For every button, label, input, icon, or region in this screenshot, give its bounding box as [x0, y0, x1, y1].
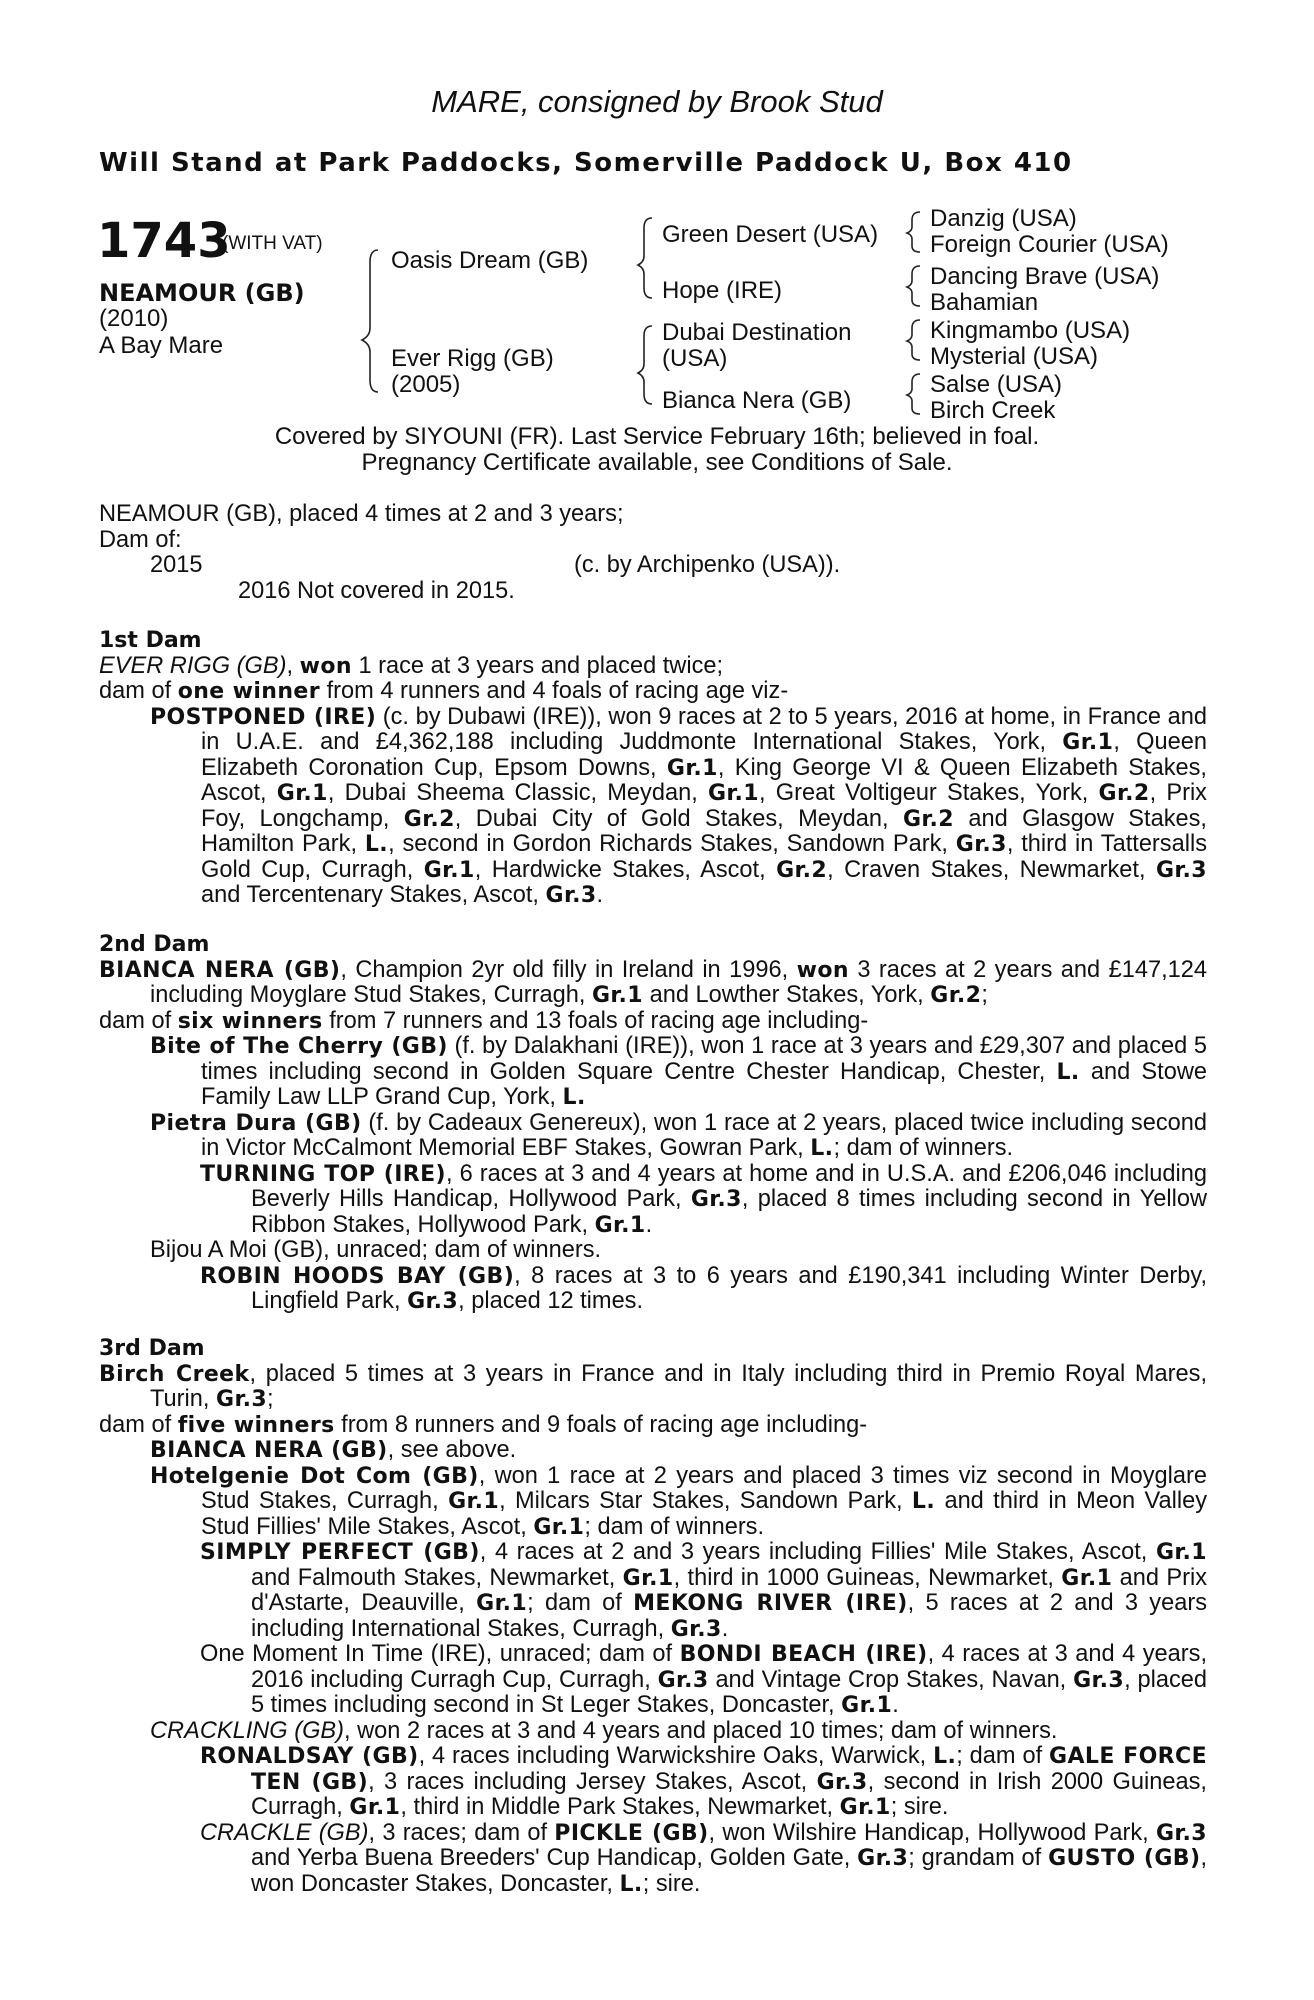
produce-intro: NEAMOUR (GB), placed 4 times at 2 and 3 years; [99, 501, 624, 527]
grade: Gr.3 [670, 1616, 722, 1642]
second-dam-heading: 2nd Dam [99, 932, 210, 957]
text: , 5 races at 2 and 3 years including International Stakes, Curragh, [251, 1590, 1207, 1642]
text: , placed 12 times. [458, 1288, 644, 1314]
hotelgenie-entry [99, 1464, 1207, 1541]
text: ; [267, 1386, 274, 1412]
ronaldsay-entry [99, 1744, 1207, 1821]
horse-description: A Bay Mare [99, 332, 224, 359]
bijou-a-moi-entry [99, 1238, 1207, 1264]
text: dam of [99, 1411, 178, 1438]
grade: Gr.1 [1155, 1540, 1207, 1565]
text-bold: six winners [177, 1008, 323, 1034]
text: , placed 5 times at 3 years in France and in Italy including third in Premio Royal Mares, Turin, [150, 1360, 1207, 1412]
text: , second in Irish 2000 Guineas, Curragh, [251, 1768, 1207, 1820]
grade: Gr.2 [1098, 781, 1150, 806]
horse-name-bold: PICKLE (GB) [554, 1820, 709, 1846]
text: ; dam of [956, 1743, 1050, 1769]
first-dam-name: EVER RIGG (GB) [99, 652, 287, 679]
horse-name-bold: Hotelgenie Dot Com (GB) [150, 1463, 479, 1489]
horse-name-bold: Bite of The Cherry (GB) [150, 1034, 448, 1059]
text: dam of [99, 1007, 178, 1034]
grade: Gr.1 [423, 857, 475, 883]
text: (f. by Dalakhani (IRE)), won 1 race at 3 years and £29,307 and placed 5 times including second in Golden Square Centre Chester Handicap, Chester, [201, 1033, 1207, 1085]
grade: Gr.1 [841, 1693, 893, 1718]
text: , placed 8 times including second in Yellow Ribbon Stakes, Hollywood Park, [251, 1186, 1207, 1238]
text: , second in Gordon Richards Stakes, Sandown Park, [388, 831, 956, 857]
ped-sire-dam: Hope (IRE) [662, 277, 783, 304]
produce-damof: Dam of: [99, 527, 182, 553]
text: , 4 races including Warwickshire Oaks, Warwick, [418, 1743, 934, 1769]
postponed-name: POSTPONED (IRE) [150, 704, 377, 730]
bianca-nera-ref-entry [99, 1438, 1207, 1464]
horse-name-bold: TURNING TOP (IRE) [200, 1161, 447, 1187]
page-title: MARE, consigned by Brook Stud [431, 84, 883, 119]
grade: Gr.1 [1062, 730, 1114, 755]
grade: L. [1056, 1059, 1080, 1085]
grade: L. [364, 832, 389, 857]
grade: Gr.1 [839, 1795, 891, 1820]
text: , see above. [387, 1437, 517, 1463]
grade: Gr.3 [690, 1187, 742, 1212]
horse-name-italic: CRACKLE (GB) [200, 1819, 369, 1846]
grade: L. [562, 1085, 586, 1110]
text: and Glasgow Stakes, Hamilton Park, [201, 805, 1207, 857]
text: , Dubai City of Gold Stakes, Meydan, [454, 805, 903, 832]
bracket-ss [907, 212, 920, 252]
ped-sds: Dancing Brave (USA) [930, 263, 1160, 290]
bracket-gen1 [362, 250, 378, 392]
text: , third in 1000 Guineas, Newmarket, [673, 1564, 1062, 1591]
produce-2015-note: (c. by Archipenko (USA)). [574, 552, 841, 578]
text: (c. by Dubawi (IRE)), won 9 races at 2 to 5 years, 2016 at home, in France and in U.A.E. and £4,362,188 including Juddmonte International Stakes, York, [201, 703, 1207, 755]
text: ; dam of winners. [833, 1135, 1014, 1161]
grade: Gr.3 [1073, 1667, 1125, 1693]
stand-location: Will Stand at Park Paddocks, Somerville Paddock U, Box 410 [99, 148, 1073, 178]
lot-number: 1743 [97, 213, 231, 269]
grade: Gr.3 [545, 883, 597, 908]
text: from 8 runners and 9 foals of racing age including- [334, 1411, 868, 1438]
text: , Hardwicke Stakes, Ascot, [474, 856, 777, 883]
grade: Gr.3 [1155, 1820, 1208, 1846]
horse-name-bold: MEKONG RIVER (IRE) [633, 1591, 908, 1616]
text: , won Wilshire Handicap, Hollywood Park, [708, 1819, 1156, 1846]
text: . [596, 882, 604, 908]
grade: L. [911, 1489, 936, 1514]
text: , King George VI & Queen Elizabeth Stakes, Ascot, [201, 754, 1207, 806]
horse-name-bold: BIANCA NERA (GB) [150, 1438, 388, 1463]
text: and third in Meon Valley Stud Fillies' Mile Stakes, Ascot, [201, 1488, 1207, 1540]
birch-creek-name: Birch Creek [99, 1361, 250, 1387]
text: , placed 5 times including second in St Leger Stakes, Doncaster, [251, 1666, 1208, 1718]
produce-2015: 2015 [150, 552, 203, 578]
horse-year: (2010) [99, 305, 169, 332]
grade: Gr.3 [816, 1769, 868, 1795]
text: , Milcars Star Stakes, Sandown Park, [499, 1488, 912, 1514]
ped-dsd: Mysterial (USA) [930, 343, 1099, 370]
text: ; dam of [527, 1590, 634, 1616]
one-moment-in-time-entry [99, 1642, 1207, 1719]
bracket-dam [638, 326, 652, 404]
pedigree-brackets [0, 0, 1314, 430]
grade: Gr.3 [955, 832, 1007, 857]
grade: L. [810, 1136, 834, 1161]
text: , 8 races at 3 to 6 years and £190,341 including Winter Derby, Lingfield Park, [251, 1262, 1208, 1314]
text: , Craven Stakes, Newmarket, [827, 856, 1156, 883]
grade: Gr.1 [276, 781, 328, 806]
ped-dds: Salse (USA) [930, 371, 1063, 398]
crackling-entry [99, 1719, 1207, 1745]
ped-dss: Kingmambo (USA) [930, 317, 1131, 344]
text: ; grandam of [908, 1845, 1049, 1871]
text: 1 race at 3 years and placed twice; [351, 652, 724, 679]
horse-name-bold: GALE FORCE TEN (GB) [251, 1744, 1207, 1795]
horse-name-italic: CRACKLING (GB) [150, 1717, 345, 1744]
text: ; sire. [890, 1794, 949, 1820]
grade: Gr.2 [930, 983, 982, 1008]
grade: Gr.3 [1155, 857, 1207, 883]
grade: Gr.3 [857, 1846, 909, 1871]
grade: Gr.1 [1061, 1565, 1113, 1591]
text: and Yerba Buena Breeders' Cup Handicap, Golden Gate, [251, 1845, 858, 1871]
covered-line2: Pregnancy Certificate available, see Conditions of Sale. [361, 449, 953, 476]
turning-top-entry [99, 1162, 1207, 1239]
crackle-entry [99, 1821, 1207, 1898]
text: , Champion 2yr old filly in Ireland in 1996, [340, 956, 797, 983]
text: and Vintage Crop Stakes, Navan, [708, 1666, 1074, 1693]
text: from 4 runners and 4 foals of racing age viz- [320, 678, 789, 704]
text-bold: won [299, 653, 352, 679]
text: , 4 races at 3 and 4 years, 2016 including Curragh Cup, Curragh, [251, 1641, 1208, 1693]
third-dam-heading: 3rd Dam [99, 1336, 205, 1361]
text-bold: five winners [177, 1412, 335, 1438]
text: , won 2 races at 3 and 4 years and placed 10 times; dam of winners. [344, 1717, 1058, 1744]
text: and Prix d'Astarte, Deauville, [251, 1564, 1207, 1616]
ped-dam-sire: Dubai Destination [662, 319, 852, 346]
text-bold: one winner [177, 679, 321, 704]
text: dam of [99, 678, 178, 704]
text: , 4 races at 2 and 3 years including Fillies' Mile Stakes, Ascot, [479, 1539, 1156, 1565]
text: from 7 runners and 13 foals of racing age including- [322, 1007, 869, 1034]
text: and Falmouth Stakes, Newmarket, [251, 1564, 623, 1591]
second-dam-section [99, 932, 1207, 1315]
text: , won Doncaster Stakes, Doncaster, [251, 1845, 1207, 1897]
produce-2016: 2016 Not covered in 2015. [238, 578, 515, 604]
grade: Gr.2 [902, 806, 955, 832]
grade: Gr.1 [666, 755, 718, 781]
horse-name-bold: Pietra Dura (GB) [150, 1110, 362, 1136]
horse-name-bold: SIMPLY PERFECT (GB) [200, 1540, 480, 1565]
grade: Gr.1 [622, 1565, 674, 1591]
bracket-sd [907, 266, 920, 306]
ped-dam-dam: Bianca Nera (GB) [662, 387, 852, 414]
ped-sdd: Bahamian [930, 289, 1039, 316]
lot-vat: (WITH VAT) [222, 233, 323, 254]
third-dam-section [99, 1336, 1207, 1897]
ped-dam-sire-2: (USA) [662, 345, 728, 372]
grade: Gr.3 [657, 1667, 709, 1693]
text: and Lowther Stakes, York, [643, 982, 931, 1008]
text: (f. by Cadeaux Genereux), won 1 race at 2 years, placed twice including second in Victor McCalmont Memorial EBF Stakes, Gowran Park, [201, 1109, 1208, 1161]
bianca-nera-entry [99, 958, 1207, 1009]
text: , [286, 652, 300, 679]
text: , 3 races including Jersey Stakes, Ascot, [368, 1768, 817, 1795]
text: and Tercentenary Stakes, Ascot, [201, 882, 546, 908]
grade: Gr.1 [476, 1591, 528, 1616]
grade: L. [933, 1744, 957, 1769]
bianca-nera-name: BIANCA NERA (GB) [99, 957, 341, 983]
horse-name-bold: ROBIN HOODS BAY (GB) [200, 1263, 515, 1289]
grade: Gr.3 [407, 1289, 459, 1314]
text: 3 races at 2 years and £147,124 including Moyglare Stud Stakes, Curragh, [150, 956, 1207, 1008]
ped-ddd: Birch Creek [930, 397, 1056, 424]
bracket-dd [907, 374, 920, 414]
horse-name-bold: GUSTO (GB) [1048, 1846, 1201, 1871]
text: , Dubai Sheema Classic, Meydan, [327, 780, 708, 806]
text: and Stowe Family Law LLP Grand Cup, York, [201, 1058, 1207, 1110]
birch-creek-entry [99, 1362, 1207, 1413]
text: , third in Tattersalls Gold Cup, Curragh, [201, 831, 1207, 883]
grade: Gr.2 [403, 806, 455, 832]
pietra-dura-entry [99, 1111, 1207, 1162]
bite-of-the-cherry-entry [99, 1034, 1207, 1111]
ped-sire-sire: Green Desert (USA) [662, 221, 879, 248]
ped-sire: Oasis Dream (GB) [391, 247, 589, 274]
bracket-sire [638, 218, 652, 298]
ped-sss: Danzig (USA) [930, 205, 1077, 232]
text: . [892, 1692, 899, 1718]
text: , 6 races at 3 and 4 years at home and in U.S.A. and £206,046 including Beverly Hills Handicap, Hollywood Park, [251, 1160, 1207, 1212]
text: , Great Voltigeur Stakes, York, [759, 780, 1099, 806]
text: , Queen Elizabeth Coronation Cup, Epsom Downs, [201, 729, 1208, 781]
robin-hoods-bay-entry [99, 1264, 1207, 1315]
grade: Gr.1 [707, 781, 760, 806]
ped-ssd: Foreign Courier (USA) [930, 231, 1169, 258]
text: , third in Middle Park Stakes, Newmarket, [400, 1794, 840, 1820]
text: , 3 races; dam of [368, 1819, 555, 1846]
grade: Gr.3 [216, 1387, 268, 1412]
text: One Moment In Time (IRE), unraced; dam of [200, 1641, 680, 1667]
text: . [645, 1211, 653, 1238]
grade: Gr.1 [448, 1489, 500, 1514]
ped-dam: Ever Rigg (GB) [391, 345, 554, 372]
grade: Gr.1 [349, 1795, 401, 1820]
horse-name: NEAMOUR (GB) [99, 279, 305, 307]
covered-line1: Covered by SIYOUNI (FR). Last Service February 16th; believed in foal. [274, 423, 1040, 450]
horse-name-bold: RONALDSAY (GB) [200, 1744, 419, 1769]
grade: Gr.1 [591, 983, 644, 1008]
text: , Prix Foy, Longchamp, [201, 780, 1207, 832]
grade: Gr.1 [594, 1212, 646, 1238]
text-bold: won [796, 957, 849, 983]
bracket-ds [907, 320, 920, 360]
horse-name-bold: BONDI BEACH (IRE) [679, 1642, 928, 1667]
text: Bijou A Moi (GB), unraced; dam of winners. [150, 1237, 602, 1263]
text: ; sire. [642, 1870, 701, 1897]
ped-dam-year: (2005) [391, 371, 461, 398]
first-dam-heading: 1st Dam [99, 628, 202, 653]
first-dam-section [99, 628, 1207, 909]
text: ; [981, 982, 988, 1008]
text: . [721, 1615, 729, 1642]
text: ; dam of winners. [584, 1513, 765, 1540]
text: , won 1 race at 2 years and placed 3 times viz second in Moyglare Stud Stakes, Curragh, [201, 1462, 1207, 1514]
grade: Gr.1 [533, 1514, 585, 1540]
simply-perfect-entry [99, 1540, 1207, 1642]
grade: L. [619, 1871, 643, 1897]
postponed-entry [99, 705, 1207, 909]
grade: Gr.2 [776, 857, 828, 883]
